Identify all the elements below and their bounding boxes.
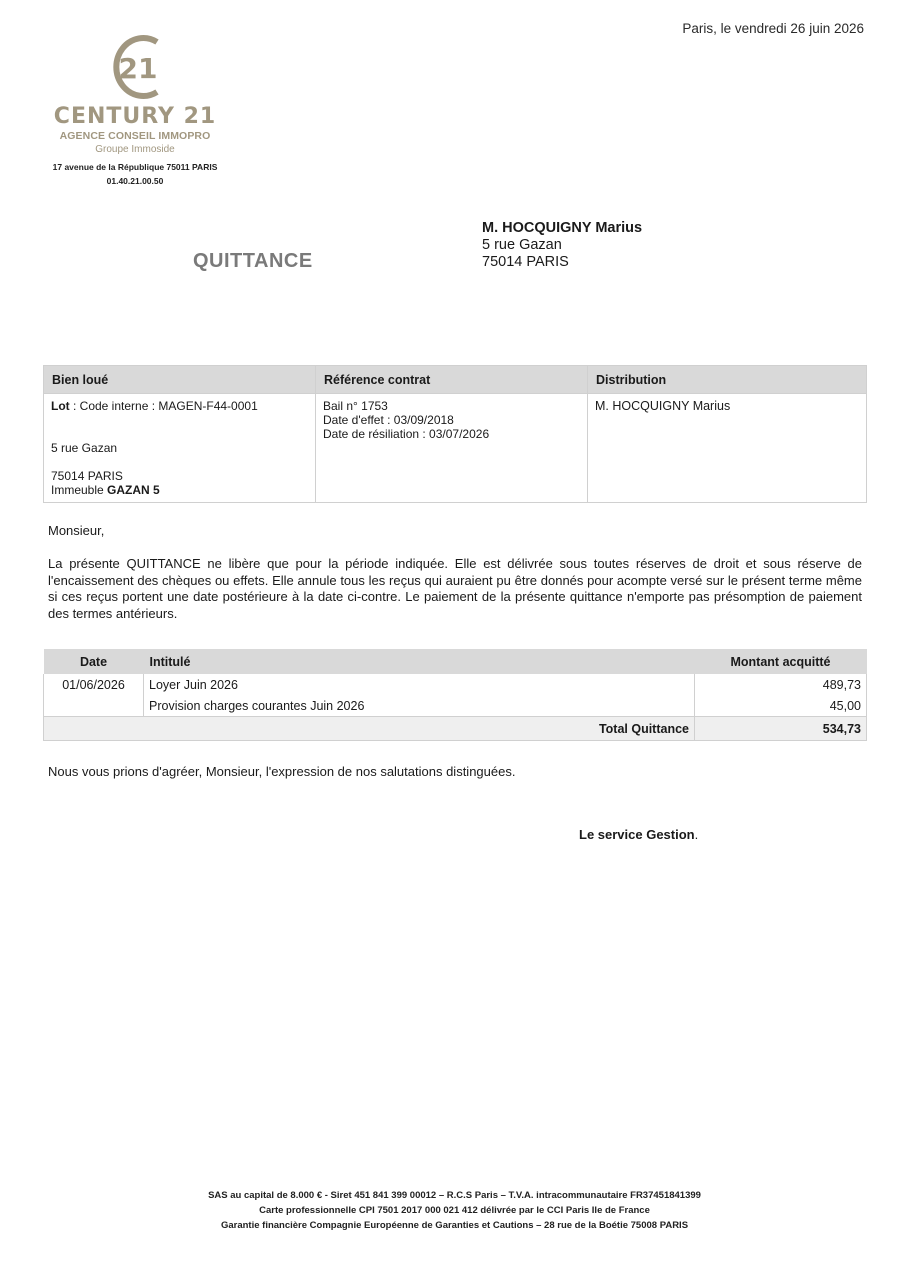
legal-footer	[0, 1188, 909, 1233]
property-info-table	[43, 365, 867, 503]
distribution-cell	[588, 394, 867, 503]
agency-phone: 01.40.21.00.50	[106, 176, 164, 186]
document-date: Paris, le vendredi 26 juin 2026	[682, 21, 864, 36]
distribution-name: M. HOCQUIGNY Marius	[595, 399, 731, 413]
closing-sentence: Nous vous prions d'agréer, Monsieur, l'expression de nos salutations distinguées.	[48, 764, 516, 779]
payment-table	[43, 649, 867, 741]
lot-label: Lot	[51, 399, 70, 413]
row-label: Loyer Juin 2026	[144, 674, 695, 695]
group-name: Groupe Immoside	[95, 144, 175, 155]
header-montant: Montant acquitté	[695, 649, 867, 674]
recipient-city: 75014 PARIS	[482, 254, 569, 270]
signature: Le service Gestion.	[579, 827, 699, 842]
recipient-name: M. HOCQUIGNY Marius	[482, 220, 643, 236]
building-name: GAZAN 5	[107, 483, 160, 497]
logo-number: 21	[118, 52, 158, 85]
contract-lease-number: Bail n° 1753	[323, 399, 388, 413]
agency-name: AGENCE CONSEIL IMMOPRO	[59, 130, 211, 142]
century21-logo-icon	[105, 30, 165, 102]
recipient-street: 5 rue Gazan	[482, 237, 562, 253]
row-label: Provision charges courantes Juin 2026	[144, 695, 695, 717]
total-row	[44, 717, 867, 741]
recipient-address	[482, 220, 642, 271]
row-amount: 489,73	[695, 674, 867, 695]
footer-line: SAS au capital de 8.000 € - Siret 451 841 399 00012 – R.C.S Paris – T.V.A. intracommunautaire FR37451841399	[208, 1190, 701, 1201]
contract-end-date: Date de résiliation : 03/07/2026	[323, 427, 490, 441]
property-city: 75014 PARIS	[51, 469, 123, 483]
header-distribution: Distribution	[588, 366, 867, 394]
contract-cell	[316, 394, 588, 503]
total-label: Total Quittance	[144, 717, 695, 741]
footer-line: Carte professionnelle CPI 7501 2017 000 021 412 délivrée par le CCI Paris Ile de France	[259, 1205, 650, 1216]
table-row	[44, 695, 867, 717]
building-prefix: Immeuble	[51, 483, 108, 497]
header-date: Date	[44, 649, 144, 674]
header-intitule: Intitulé	[144, 649, 695, 674]
property-street: 5 rue Gazan	[51, 441, 118, 455]
document-title: QUITTANCE	[193, 250, 313, 272]
header-bien-loue: Bien loué	[44, 366, 316, 394]
header-reference-contrat: Référence contrat	[316, 366, 588, 394]
contract-start-date: Date d'effet : 03/09/2018	[323, 413, 454, 427]
property-cell	[44, 394, 316, 503]
total-amount: 534,73	[695, 717, 867, 741]
legal-paragraph: La présente QUITTANCE ne libère que pour la période indiquée. Elle est délivrée sous toutes réserves de droit et sous réserve de l'encaissement des chèques ou effets. Elle annule tous les reçus qui auraient pu être donnés pour acompte versé sur le présent terme même si ces reçus portent une date postérieure à la date ci-contre. Le paiement de la présente quittance n'emporte pas présomption de paiement des termes antérieurs.	[48, 556, 862, 621]
signature-text: Le service Gestion	[579, 827, 695, 842]
row-amount: 45,00	[695, 695, 867, 717]
brand-name: CENTURY 21	[53, 104, 217, 129]
salutation: Monsieur,	[48, 523, 105, 538]
footer-line: Garantie financière Compagnie Européenne de Garanties et Cautions – 28 rue de la Boétie 75008 PARIS	[220, 1220, 689, 1231]
lot-code: : Code interne : MAGEN-F44-0001	[69, 399, 258, 413]
table-row	[44, 674, 867, 695]
payment-date: 01/06/2026	[44, 674, 144, 695]
agency-address: 17 avenue de la République 75011 PARIS	[52, 162, 218, 172]
agency-logo-block	[40, 30, 230, 186]
